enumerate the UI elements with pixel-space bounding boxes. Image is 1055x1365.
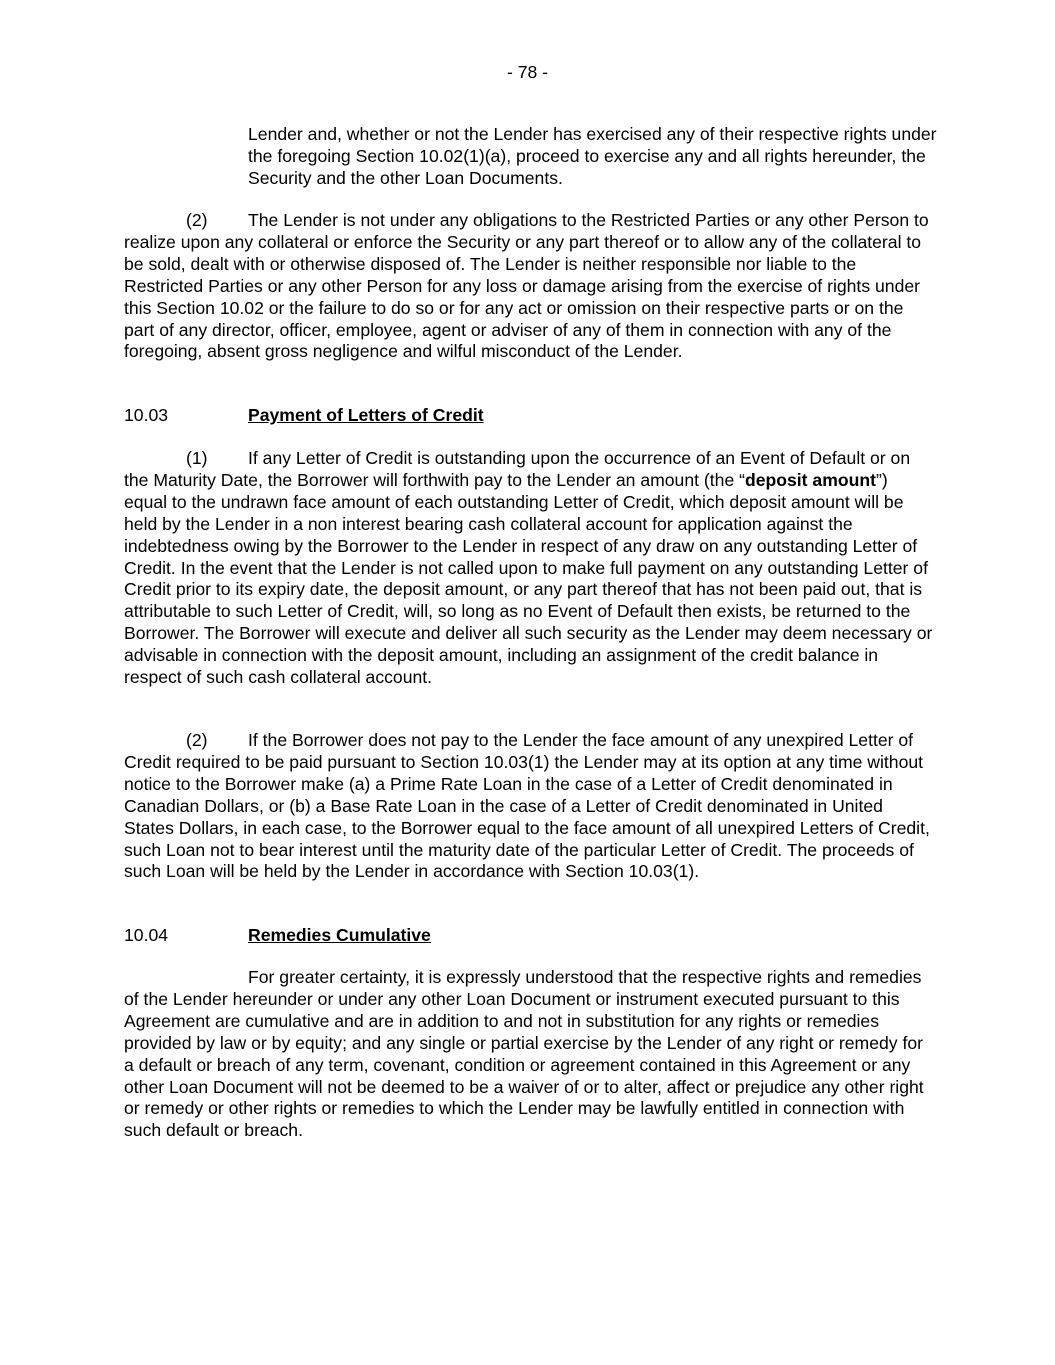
paragraph-10-02-2 [124, 210, 934, 363]
section-number: 10.04 [124, 925, 169, 945]
paragraph-10-04 [124, 967, 934, 1142]
continuation-paragraph [248, 124, 938, 190]
paragraph-10-03-2 [124, 730, 934, 883]
paragraph-number: (2) [186, 210, 208, 230]
section-heading-10-04 [124, 925, 934, 947]
paragraph-10-03-1 [124, 448, 934, 689]
paragraph-10-02-2-body [124, 210, 934, 363]
paragraph-text: For greater certainty, it is expressly understood that the respective rights and remedies of the Lender hereunder or under any other Loan Document or instrument executed pursuant to this Agreement are cumulative and are in addition to and not in substitution for any rights or remedies provided by law or by equity; and any single or partial exercise by the Lender of any right or remedy for a default or breach of any term, covenant, condition or agreement contained in this Agreement or any other Loan Document will not be deemed to be a waiver of or to alter, affect or prejudice any other right or remedy or other rights or remedies to which the Lender may be lawfully entitled in connection with such default or breach. [124, 967, 924, 1141]
paragraph-10-04-body [124, 967, 934, 1142]
section-title: Payment of Letters of Credit [248, 405, 484, 425]
paragraph-text: If the Borrower does not pay to the Lender the face amount of any unexpired Letter of Credit required to be paid pursuant to Section 10.03(1) the Lender may at its option at any time without notice to the Borrower make (a) a Prime Rate Loan in the case of a Letter of Credit denominated in Canadian Dollars, or (b) a Base Rate Loan in the case of a Letter of Credit denominated in United States Dollars, in each case, to the Borrower equal to the face amount of all unexpired Letters of Credit, such Loan not to bear interest until the maturity date of the particular Letter of Credit. The proceeds of such Loan will be held by the Lender in accordance with Section 10.03(1). [124, 730, 930, 882]
paragraph-number: (2) [186, 730, 208, 750]
paragraph-10-03-1-body [124, 448, 934, 689]
paragraph-text: The Lender is not under any obligations to the Restricted Parties or any other Person to realize upon any collateral or enforce the Security or any part thereof or to allow any of the collateral to be sold, dealt with or otherwise disposed of. The Lender is neither responsible nor liable to the Restricted Parties or any other Person for any loss or damage arising from the exercise of rights under this Section 10.02 or the failure to do so or for any act or omission on their respective parts or on the part of any director, officer, employee, agent or adviser of any of them in connection with any of the foregoing, absent gross negligence and wilful misconduct of the Lender. [124, 210, 929, 362]
paragraph-text-after: ”) equal to the undrawn face amount of each outstanding Letter of Credit, which deposit amount will be held by the Lender in a non interest bearing cash collateral account for application against the indebtedness owing by the Borrower to the Lender in respect of any draw on any outstanding Letter of Credit. In the event that the Lender is not called upon to make full payment on any outstanding Letter of Credit prior to its expiry date, the deposit amount, or any part thereof that has not been paid out, that is attributable to such Letter of Credit, will, so long as no Event of Default then exists, be returned to the Borrower. The Borrower will execute and deliver all such security as the Lender may deem necessary or advisable in connection with the deposit amount, including an assignment of the credit balance in respect of such cash collateral account. [124, 469, 933, 688]
paragraph-text-before: If any Letter of Credit is outstanding upon the occurrence of an Event of Default or on the Maturity Date, the Borrower will forthwith pay to the Lender an amount (the “ [124, 448, 911, 490]
paragraph-10-03-2-body [124, 730, 934, 883]
page-number: - 78 - [506, 62, 549, 82]
section-heading-10-03 [124, 405, 934, 427]
continuation-text: Lender and, whether or not the Lender has exercised any of their respective rights under the foregoing Section 10.02(1)(a), proceed to exercise any and all rights hereunder, the Security and the other Loan Documents. [248, 124, 937, 188]
paragraph-number: (1) [186, 448, 208, 468]
defined-term: deposit amount [744, 469, 876, 490]
section-number: 10.03 [124, 405, 169, 425]
section-title: Remedies Cumulative [248, 925, 431, 945]
